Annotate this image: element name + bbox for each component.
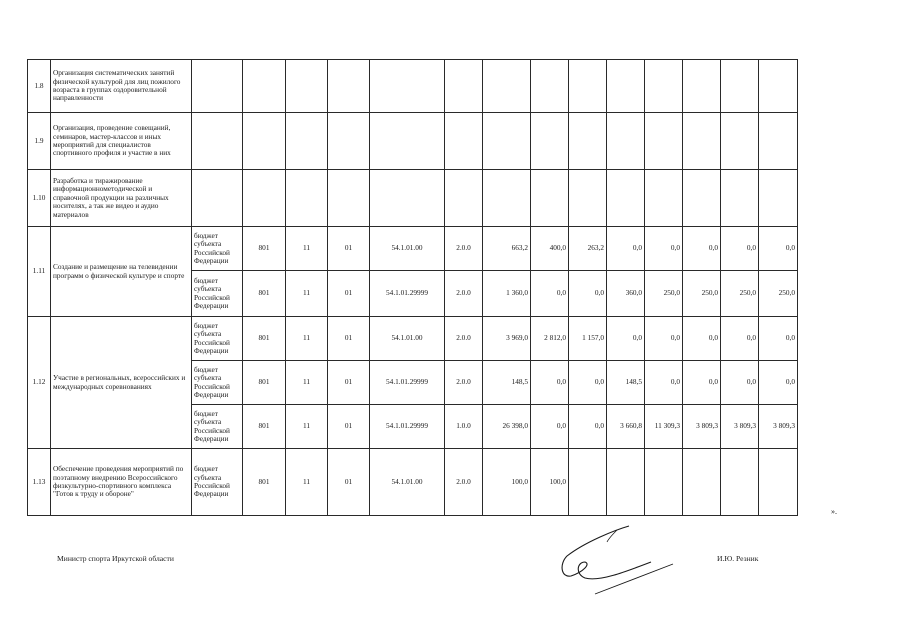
row-number: 1.13 (28, 449, 51, 516)
table-row (28, 113, 798, 170)
code-cell: 54.1.01.00 (370, 449, 445, 516)
empty-cell (569, 113, 607, 170)
row-number: 1.8 (28, 60, 51, 113)
empty-cell (607, 113, 645, 170)
activity-name: Участие в региональных, всероссийских и международных соревнованиях (51, 317, 192, 449)
year-amount-cell: 3 660,8 (607, 405, 645, 449)
code-cell: 1.0.0 (445, 405, 483, 449)
empty-cell (483, 170, 531, 227)
empty-cell (286, 113, 328, 170)
empty-cell (531, 113, 569, 170)
empty-cell (531, 170, 569, 227)
signatory-name: И.Ю. Резник (717, 554, 759, 563)
year-amount-cell: 100,0 (531, 449, 569, 516)
code-cell: 2.0.0 (445, 227, 483, 271)
activity-name: Разработка и тиражирование информационнометодической и справочной продукции на различных носителях, а так же видео и аудио материалов (51, 170, 192, 227)
empty-cell (683, 113, 721, 170)
year-amount-cell: 0,0 (607, 227, 645, 271)
year-amount-cell: 0,0 (645, 361, 683, 405)
empty-cell (192, 113, 243, 170)
year-amount-cell: 0,0 (569, 361, 607, 405)
empty-cell (759, 60, 798, 113)
code-cell: 01 (328, 361, 370, 405)
total-cell: 100,0 (483, 449, 531, 516)
year-amount-cell (569, 449, 607, 516)
code-cell: 11 (286, 271, 328, 317)
year-amount-cell: 3 809,3 (721, 405, 759, 449)
empty-cell (531, 60, 569, 113)
year-amount-cell: 250,0 (645, 271, 683, 317)
empty-cell (243, 60, 286, 113)
empty-cell (721, 60, 759, 113)
code-cell: 54.1.01.29999 (370, 271, 445, 317)
code-cell: 11 (286, 317, 328, 361)
total-cell: 148,5 (483, 361, 531, 405)
year-amount-cell: 0,0 (721, 317, 759, 361)
funding-source: бюджет субъекта Российской Федерации (192, 449, 243, 516)
year-amount-cell: 0,0 (759, 227, 798, 271)
year-amount-cell: 0,0 (531, 405, 569, 449)
empty-cell (328, 113, 370, 170)
funding-source: бюджет субъекта Российской Федерации (192, 227, 243, 271)
code-cell: 11 (286, 449, 328, 516)
table-row (28, 170, 798, 227)
funding-source: бюджет субъекта Российской Федерации (192, 271, 243, 317)
empty-cell (328, 170, 370, 227)
empty-cell (569, 60, 607, 113)
year-amount-cell: 0,0 (683, 361, 721, 405)
empty-cell (683, 170, 721, 227)
code-cell: 2.0.0 (445, 271, 483, 317)
year-amount-cell: 3 809,3 (759, 405, 798, 449)
year-amount-cell: 0,0 (759, 361, 798, 405)
budget-table (27, 59, 798, 516)
code-cell: 2.0.0 (445, 361, 483, 405)
code-cell: 01 (328, 317, 370, 361)
year-amount-cell: 3 809,3 (683, 405, 721, 449)
code-cell: 54.1.01.29999 (370, 361, 445, 405)
year-amount-cell: 360,0 (607, 271, 645, 317)
empty-cell (192, 60, 243, 113)
funding-source: бюджет субъекта Российской Федерации (192, 317, 243, 361)
code-cell: 801 (243, 271, 286, 317)
code-cell: 54.1.01.00 (370, 227, 445, 271)
code-cell: 801 (243, 317, 286, 361)
year-amount-cell: 0,0 (683, 227, 721, 271)
empty-cell (445, 113, 483, 170)
row-number: 1.12 (28, 317, 51, 449)
year-amount-cell: 0,0 (721, 361, 759, 405)
year-amount-cell: 400,0 (531, 227, 569, 271)
year-amount-cell: 0,0 (645, 317, 683, 361)
year-amount-cell: 0,0 (759, 317, 798, 361)
code-cell: 54.1.01.29999 (370, 405, 445, 449)
signatory-position: Министр спорта Иркутской области (57, 554, 174, 563)
code-cell: 801 (243, 449, 286, 516)
row-number: 1.10 (28, 170, 51, 227)
empty-cell (759, 113, 798, 170)
code-cell: 11 (286, 405, 328, 449)
empty-cell (721, 113, 759, 170)
table-row (28, 227, 798, 271)
year-amount-cell: 11 309,3 (645, 405, 683, 449)
empty-cell (370, 170, 445, 227)
year-amount-cell (607, 449, 645, 516)
row-number: 1.11 (28, 227, 51, 317)
year-amount-cell (645, 449, 683, 516)
handwritten-signature (555, 520, 695, 605)
year-amount-cell: 263,2 (569, 227, 607, 271)
empty-cell (445, 170, 483, 227)
activity-name: Организация систематических занятий физической культурой для лиц пожилого возраста в группах оздоровительной направленности (51, 60, 192, 113)
empty-cell (607, 60, 645, 113)
year-amount-cell: 0,0 (569, 405, 607, 449)
year-amount-cell (721, 449, 759, 516)
table-row (28, 317, 798, 361)
code-cell: 54.1.01.00 (370, 317, 445, 361)
year-amount-cell: 250,0 (683, 271, 721, 317)
row-number: 1.9 (28, 113, 51, 170)
code-cell: 801 (243, 227, 286, 271)
year-amount-cell: 0,0 (721, 227, 759, 271)
year-amount-cell: 0,0 (569, 271, 607, 317)
empty-cell (483, 60, 531, 113)
empty-cell (607, 170, 645, 227)
code-cell: 2.0.0 (445, 317, 483, 361)
closing-quote-mark: ». (831, 507, 837, 516)
code-cell: 11 (286, 361, 328, 405)
code-cell: 01 (328, 405, 370, 449)
empty-cell (286, 60, 328, 113)
year-amount-cell (759, 449, 798, 516)
year-amount-cell: 250,0 (759, 271, 798, 317)
year-amount-cell: 0,0 (531, 271, 569, 317)
total-cell: 3 969,0 (483, 317, 531, 361)
code-cell: 01 (328, 227, 370, 271)
empty-cell (243, 170, 286, 227)
empty-cell (721, 170, 759, 227)
empty-cell (569, 170, 607, 227)
table-row (28, 60, 798, 113)
empty-cell (370, 60, 445, 113)
code-cell: 01 (328, 449, 370, 516)
funding-source: бюджет субъекта Российской Федерации (192, 361, 243, 405)
empty-cell (328, 60, 370, 113)
year-amount-cell: 0,0 (645, 227, 683, 271)
year-amount-cell: 0,0 (683, 317, 721, 361)
funding-source: бюджет субъекта Российской Федерации (192, 405, 243, 449)
total-cell: 663,2 (483, 227, 531, 271)
year-amount-cell: 0,0 (607, 317, 645, 361)
code-cell: 2.0.0 (445, 449, 483, 516)
year-amount-cell: 0,0 (531, 361, 569, 405)
empty-cell (286, 170, 328, 227)
empty-cell (645, 60, 683, 113)
empty-cell (370, 113, 445, 170)
empty-cell (759, 170, 798, 227)
empty-cell (645, 170, 683, 227)
activity-name: Обеспечение проведения мероприятий по поэтапному внедрению Всероссийского физкультурно-спортивного комплекса "Готов к труду и обороне" (51, 449, 192, 516)
activity-name: Организация, проведение совещаний, семинаров, мастер-классов и иных мероприятий для специалистов спортивного профиля и участие в них (51, 113, 192, 170)
code-cell: 801 (243, 405, 286, 449)
activity-name: Создание и размещение на телевидении программ о физической культуре и спорте (51, 227, 192, 317)
empty-cell (445, 60, 483, 113)
empty-cell (483, 113, 531, 170)
year-amount-cell: 250,0 (721, 271, 759, 317)
total-cell: 1 360,0 (483, 271, 531, 317)
year-amount-cell: 2 812,0 (531, 317, 569, 361)
empty-cell (683, 60, 721, 113)
table-row (28, 449, 798, 516)
code-cell: 801 (243, 361, 286, 405)
year-amount-cell: 148,5 (607, 361, 645, 405)
empty-cell (243, 113, 286, 170)
total-cell: 26 398,0 (483, 405, 531, 449)
empty-cell (645, 113, 683, 170)
code-cell: 01 (328, 271, 370, 317)
code-cell: 11 (286, 227, 328, 271)
year-amount-cell: 1 157,0 (569, 317, 607, 361)
year-amount-cell (683, 449, 721, 516)
empty-cell (192, 170, 243, 227)
